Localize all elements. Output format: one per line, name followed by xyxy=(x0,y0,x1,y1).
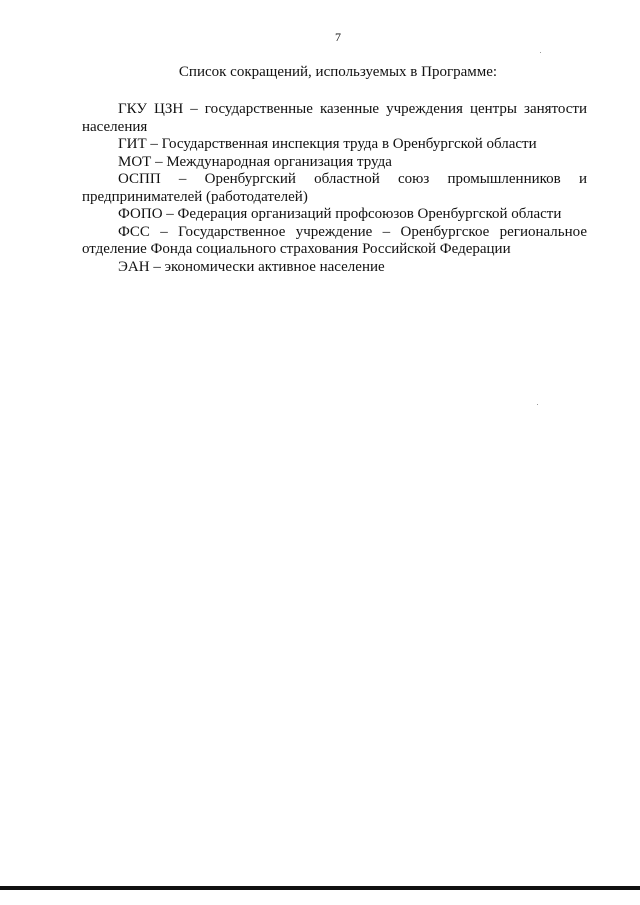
page-title: Список сокращений, используемых в Программе: xyxy=(178,64,498,80)
abbreviation-entry-mot: МОТ – Международная организация труда xyxy=(118,153,392,170)
footer-rule xyxy=(0,886,640,890)
page-number: 7 xyxy=(335,30,341,44)
abbreviation-entry-git: ГИТ – Государственная инспекция труда в Оренбургской области xyxy=(118,136,537,152)
abbreviation-entry-fss: ФСС – Государственное учреждение – Оренбургское региональное отделение Фонда социального страхования Российской Федерации xyxy=(82,223,587,257)
abbreviation-entry-fopo: ФОПО – Федерация организаций профсоюзов Оренбургской области xyxy=(118,206,562,222)
abbreviation-entry-gku-czn: ГКУ ЦЗН – государственные казенные учреждения центры занятости населения xyxy=(82,101,587,135)
scan-speck xyxy=(537,404,538,405)
abbreviation-list xyxy=(82,101,587,276)
scan-speck xyxy=(540,52,541,53)
abbreviation-entry-ean: ЭАН – экономически активное население xyxy=(118,258,385,275)
abbreviation-entry-ospp: ОСПП – Оренбургский областной союз промышленников и предпринимателей (работодателей) xyxy=(82,171,587,205)
